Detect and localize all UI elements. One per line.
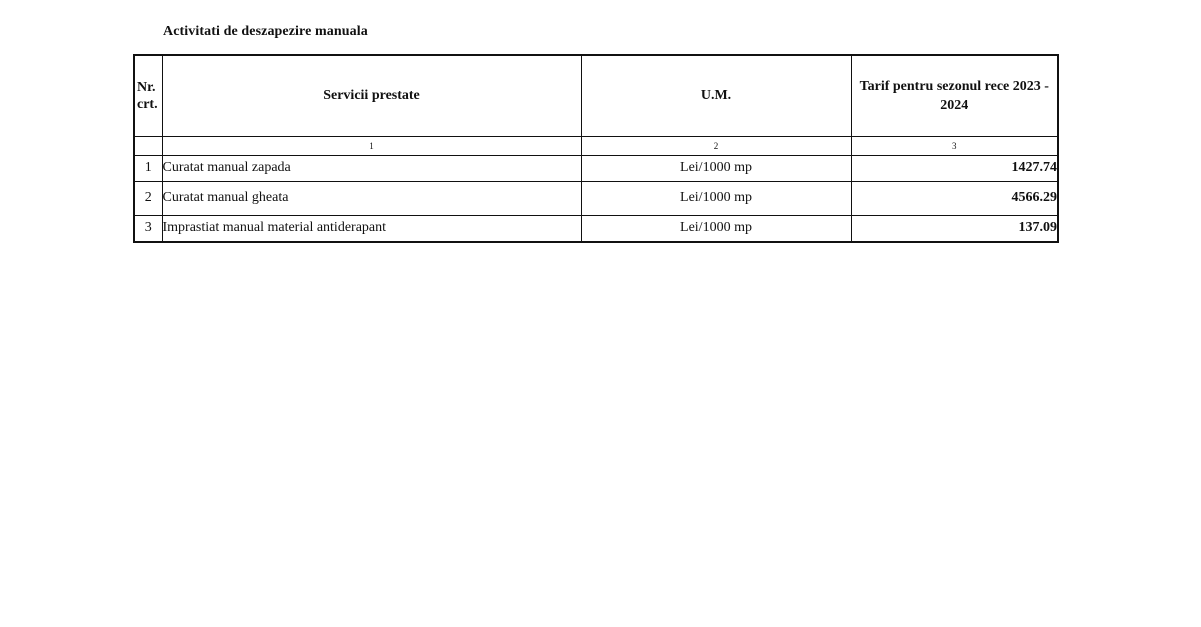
- service-name: Curatat manual zapada: [162, 155, 581, 181]
- column-index-cell: 1: [162, 136, 581, 155]
- column-index-cell: 2: [581, 136, 851, 155]
- header-servicii-prestate: Servicii prestate: [162, 55, 581, 136]
- table-row: [134, 215, 1058, 242]
- document-title: Activitati de deszapezire manuala: [163, 24, 368, 39]
- header-nr-line1: Nr.: [137, 79, 156, 95]
- service-name: Imprastiat manual material antiderapant: [162, 215, 581, 242]
- column-index-cell: [134, 136, 162, 155]
- column-index-row: [134, 136, 1058, 155]
- tariff-value: 1427.74: [851, 155, 1058, 181]
- header-row: [134, 55, 1058, 136]
- header-um: U.M.: [581, 55, 851, 136]
- service-name: Curatat manual gheata: [162, 181, 581, 215]
- header-tarif-line1: Tarif pentru sezonul rece 2023 -: [859, 78, 1049, 94]
- row-number: 1: [134, 155, 162, 181]
- row-number: 2: [134, 181, 162, 215]
- unit-of-measure: Lei/1000 mp: [581, 215, 851, 242]
- tariff-value: 4566.29: [851, 181, 1058, 215]
- header-nr-line2: crt.: [137, 96, 158, 112]
- row-number: 3: [134, 215, 162, 242]
- header-nr-crt: [134, 55, 162, 136]
- unit-of-measure: Lei/1000 mp: [581, 181, 851, 215]
- table-row: [134, 155, 1058, 181]
- table-row: [134, 181, 1058, 215]
- header-tarif: [851, 55, 1058, 136]
- tariff-table: [133, 54, 1059, 243]
- column-index-cell: 3: [851, 136, 1058, 155]
- header-tarif-line2: 2024: [940, 97, 969, 113]
- unit-of-measure: Lei/1000 mp: [581, 155, 851, 181]
- tariff-value: 137.09: [851, 215, 1058, 242]
